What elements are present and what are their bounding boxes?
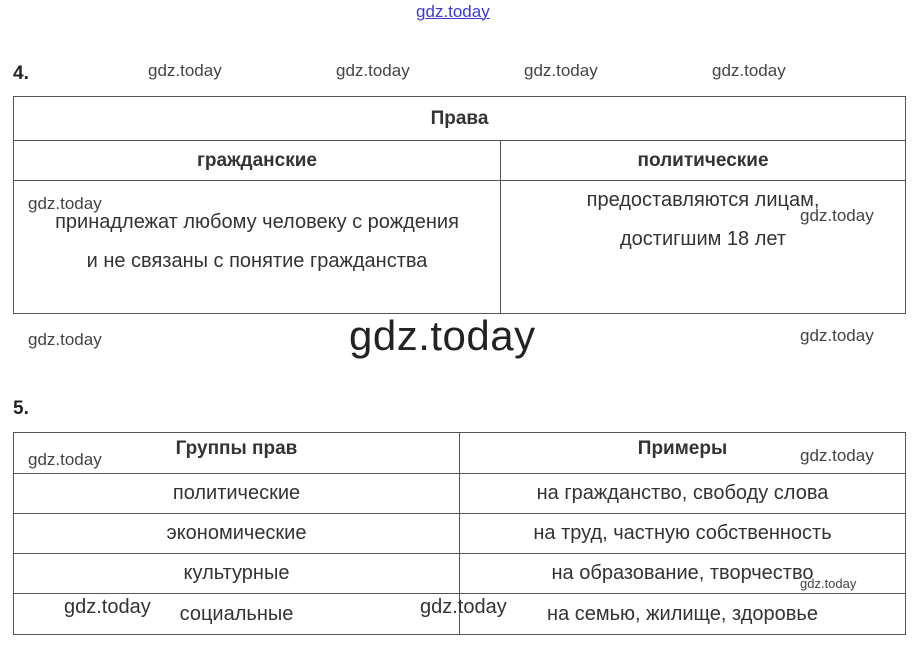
column-header-groups: Группы прав xyxy=(14,433,460,474)
rights-table xyxy=(13,96,906,314)
column-header-civil: гражданские xyxy=(14,141,501,181)
group-cell: экономические xyxy=(14,514,460,554)
political-rights-line-1: предоставляются лицам, xyxy=(586,189,820,211)
watermark: gdz.today xyxy=(420,596,507,618)
column-header-political: политические xyxy=(501,141,906,181)
watermark: gdz.today xyxy=(148,61,222,80)
example-cell: на гражданство, свободу слова xyxy=(460,474,906,514)
civil-rights-line-2: и не связаны с понятие гражданства xyxy=(86,250,428,272)
big-watermark: gdz.today xyxy=(349,312,536,359)
watermark: gdz.today xyxy=(800,576,857,591)
group-cell: социальные xyxy=(14,594,460,635)
group-cell: политические xyxy=(14,474,460,514)
watermark: gdz.today xyxy=(28,450,102,469)
political-rights-cell xyxy=(501,181,906,314)
watermark: gdz.today xyxy=(64,596,151,618)
example-cell: на образование, творчество xyxy=(460,554,906,594)
column-header-examples: Примеры xyxy=(460,433,906,474)
task-5-number: 5. xyxy=(13,398,29,419)
watermark: gdz.today xyxy=(800,206,874,225)
watermark: gdz.today xyxy=(28,330,102,349)
political-rights-line-2: достигшим 18 лет xyxy=(619,228,787,250)
watermark: gdz.today xyxy=(800,446,874,465)
example-cell: на семью, жилище, здоровье xyxy=(460,594,906,635)
top-watermark-link[interactable]: gdz.today xyxy=(416,2,490,21)
task-4-number: 4. xyxy=(13,63,29,84)
watermark: gdz.today xyxy=(336,61,410,80)
group-cell: культурные xyxy=(14,554,460,594)
example-cell: на труд, частную собственность xyxy=(460,514,906,554)
watermark: gdz.today xyxy=(524,61,598,80)
watermark: gdz.today xyxy=(28,194,102,213)
watermark: gdz.today xyxy=(800,326,874,345)
civil-rights-line-1: принадлежат любому человеку с рождения xyxy=(55,211,459,233)
watermark: gdz.today xyxy=(712,61,786,80)
rights-table-title: Права xyxy=(14,97,906,141)
